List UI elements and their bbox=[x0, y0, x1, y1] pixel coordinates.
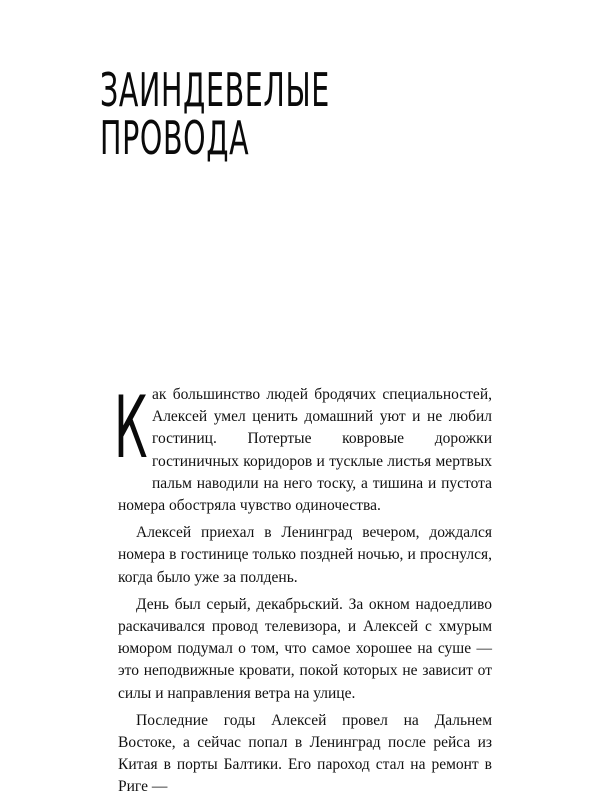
chapter-body bbox=[114, 378, 492, 804]
drop-cap: К bbox=[114, 378, 148, 478]
chapter-title bbox=[100, 63, 330, 165]
paragraph-1-text: ак большинство людей бродячих специальностей, Алексей умел ценить домашний уют и не любил гостиниц. Потертые ковровые дорожки гостиничных коридоров и тусклые листья мертвых пальм наводили на него тоску, а тишина и пустота номера обостряла чувство одиночества. bbox=[118, 386, 492, 515]
paragraph-2: Алексей приехал в Ленинград вечером, дождался номера в гостинице только поздней ночью, и проснулся, когда было уже за полдень. bbox=[118, 524, 492, 586]
chapter-title-line-2: ПРОВОДА bbox=[100, 111, 250, 165]
paragraph-4: Последние годы Алексей провел на Дальнем Востоке, а сейчас попал в Ленинград после рейса из Китая в порты Балтики. Его пароход стал на ремонт в Риге — bbox=[118, 711, 492, 796]
chapter-title-line-1: ЗАИНДЕВЕЛЫЕ bbox=[100, 63, 330, 117]
paragraph-3: День был серый, декабрьский. За окном надоедливо раскачивался провод телевизора, и Алексей с хмурым юмором подумал о том, что самое хорошее на суше — это неподвижные кровати, покой которых не зависит от силы и направления ветра на улице. bbox=[118, 595, 492, 702]
paragraph-1 bbox=[114, 378, 492, 517]
